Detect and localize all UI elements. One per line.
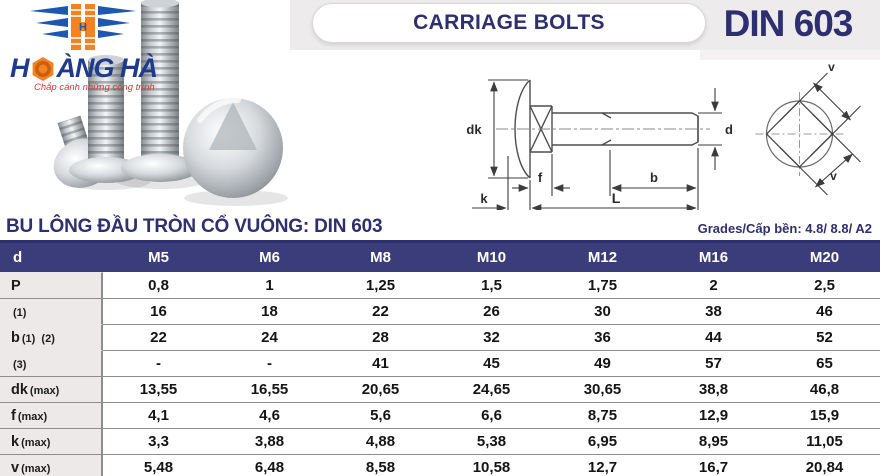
column-header: M10 bbox=[436, 243, 547, 272]
dim-label-d: d bbox=[725, 122, 733, 137]
spec-table-wrap bbox=[0, 243, 880, 476]
table-row bbox=[0, 454, 880, 476]
spec-value: 1,25 bbox=[325, 272, 436, 298]
table-row bbox=[0, 350, 880, 376]
spec-value: 57 bbox=[658, 350, 769, 376]
spec-value: 65 bbox=[769, 350, 880, 376]
spec-value: 8,75 bbox=[547, 402, 658, 428]
spec-value: 24 bbox=[214, 324, 325, 350]
section-title: BU LÔNG ĐẦU TRÒN CỔ VUÔNG: DIN 603 bbox=[6, 216, 383, 237]
spec-value: 10,58 bbox=[436, 454, 547, 476]
dim-label-v2: v bbox=[830, 169, 837, 183]
spec-value: 24,65 bbox=[436, 376, 547, 402]
spec-value: 28 bbox=[325, 324, 436, 350]
standard-code: DIN 603 bbox=[723, 3, 853, 44]
spec-value: 49 bbox=[547, 350, 658, 376]
row-label: v (max) bbox=[0, 454, 103, 476]
spec-value: 46 bbox=[769, 298, 880, 324]
spec-value: 12,7 bbox=[547, 454, 658, 476]
row-label: f (max) bbox=[0, 402, 103, 428]
spec-value: 30,65 bbox=[547, 376, 658, 402]
logo-wings-icon bbox=[8, 2, 158, 52]
table-row bbox=[0, 272, 880, 298]
table-row bbox=[0, 376, 880, 402]
spec-value: 16,7 bbox=[658, 454, 769, 476]
spec-value: 6,6 bbox=[436, 402, 547, 428]
grades-note: Grades/Cấp bền: 4.8/ 8.8/ A2 bbox=[697, 221, 872, 236]
spec-value: - bbox=[214, 350, 325, 376]
spec-value: 46,8 bbox=[769, 376, 880, 402]
spec-value: 3,3 bbox=[103, 428, 214, 454]
spec-value: 1,5 bbox=[436, 272, 547, 298]
brand-name bbox=[10, 53, 178, 84]
spec-value: 1,75 bbox=[547, 272, 658, 298]
spec-value: 5,38 bbox=[436, 428, 547, 454]
brand-tagline: Chắp cánh những công trình bbox=[34, 82, 155, 93]
product-title: CARRIAGE BOLTS bbox=[413, 11, 605, 34]
spec-value: 26 bbox=[436, 298, 547, 324]
spec-value: 32 bbox=[436, 324, 547, 350]
logo-column-icon bbox=[71, 4, 95, 50]
spec-value: 4,1 bbox=[103, 402, 214, 428]
spec-value: 16 bbox=[103, 298, 214, 324]
spec-value: 8,95 bbox=[658, 428, 769, 454]
column-header: M16 bbox=[658, 243, 769, 272]
spec-value: 30 bbox=[547, 298, 658, 324]
table-row bbox=[0, 402, 880, 428]
hero-section bbox=[0, 0, 880, 210]
spec-value: 5,48 bbox=[103, 454, 214, 476]
spec-value: 41 bbox=[325, 350, 436, 376]
spec-value: 12,9 bbox=[658, 402, 769, 428]
row-label: P bbox=[0, 272, 103, 298]
spec-table-body bbox=[0, 272, 880, 476]
spec-table bbox=[0, 243, 880, 476]
spec-value: 52 bbox=[769, 324, 880, 350]
spec-value: 18 bbox=[214, 298, 325, 324]
spec-value: 16,55 bbox=[214, 376, 325, 402]
spec-value: 2,5 bbox=[769, 272, 880, 298]
spec-value: 36 bbox=[547, 324, 658, 350]
section-bar bbox=[0, 210, 880, 243]
table-row bbox=[0, 298, 880, 324]
dim-label-v1: v bbox=[828, 60, 835, 74]
bolt-side-view-diagram bbox=[458, 56, 740, 214]
spec-value: 20,84 bbox=[769, 454, 880, 476]
spec-value: 6,95 bbox=[547, 428, 658, 454]
product-title-pill bbox=[312, 3, 706, 43]
table-row bbox=[0, 428, 880, 454]
row-label: b (1) (2) bbox=[0, 324, 103, 350]
spec-value: 2 bbox=[658, 272, 769, 298]
svg-text:H: H bbox=[79, 21, 87, 34]
spec-value: 15,9 bbox=[769, 402, 880, 428]
column-header: M20 bbox=[769, 243, 880, 272]
bolt-end-view-diagram bbox=[740, 58, 878, 208]
row-label: dk (max) bbox=[0, 376, 103, 402]
column-header: M6 bbox=[214, 243, 325, 272]
table-row bbox=[0, 324, 880, 350]
dome-head-front bbox=[183, 98, 283, 198]
dim-label-dk: dk bbox=[466, 122, 482, 137]
row-label: (3) bbox=[0, 350, 103, 376]
spec-value: 13,55 bbox=[103, 376, 214, 402]
column-header-d: d bbox=[0, 243, 103, 272]
spec-value: 4,88 bbox=[325, 428, 436, 454]
spec-value: 5,6 bbox=[325, 402, 436, 428]
spec-value: 8,58 bbox=[325, 454, 436, 476]
column-header: M8 bbox=[325, 243, 436, 272]
brand-word-end: ÀNG HÀ bbox=[56, 53, 157, 83]
spec-value: 20,65 bbox=[325, 376, 436, 402]
spec-value: - bbox=[103, 350, 214, 376]
spec-value: 3,88 bbox=[214, 428, 325, 454]
dim-label-f: f bbox=[537, 170, 543, 185]
hoang-ha-logo bbox=[8, 2, 178, 93]
spec-value: 0,8 bbox=[103, 272, 214, 298]
spec-table-head bbox=[0, 243, 880, 272]
column-header: M12 bbox=[547, 243, 658, 272]
spec-value: 45 bbox=[436, 350, 547, 376]
spec-value: 44 bbox=[658, 324, 769, 350]
nut-icon bbox=[30, 56, 56, 82]
spec-value: 38,8 bbox=[658, 376, 769, 402]
spec-value: 6,48 bbox=[214, 454, 325, 476]
spec-value: 38 bbox=[658, 298, 769, 324]
column-header: M5 bbox=[103, 243, 214, 272]
spec-value: 22 bbox=[325, 298, 436, 324]
dim-label-k: k bbox=[480, 191, 488, 206]
dim-label-L: L bbox=[611, 190, 621, 206]
spec-value: 22 bbox=[103, 324, 214, 350]
spec-value: 1 bbox=[214, 272, 325, 298]
brand-word-start: H bbox=[10, 53, 29, 83]
dim-label-b: b bbox=[650, 170, 658, 185]
row-label: (1) bbox=[0, 298, 103, 324]
spec-value: 11,05 bbox=[769, 428, 880, 454]
spec-value: 4,6 bbox=[214, 402, 325, 428]
row-label: k (max) bbox=[0, 428, 103, 454]
